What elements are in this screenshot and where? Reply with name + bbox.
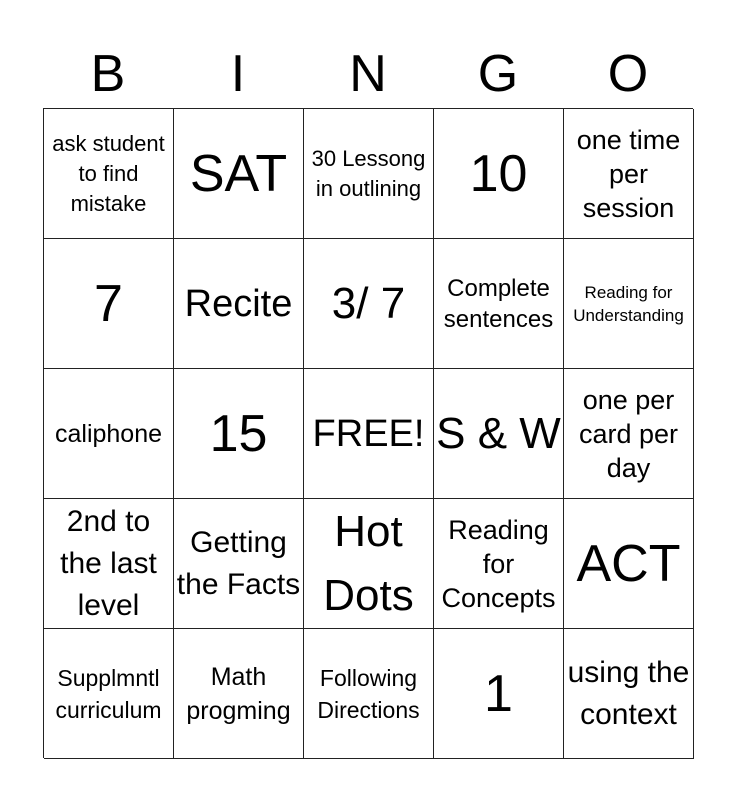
bingo-cell[interactable] (564, 499, 694, 629)
bingo-cell[interactable] (564, 369, 694, 499)
bingo-cell[interactable] (174, 369, 304, 499)
bingo-cell[interactable] (564, 239, 694, 369)
cell-text: Following Directions (317, 664, 420, 723)
bingo-header (43, 40, 693, 108)
header-letter-o: O (607, 45, 649, 103)
cell-text: one per card per day (578, 384, 679, 483)
cell-text: 1 (484, 664, 513, 723)
bingo-cell[interactable] (304, 499, 434, 629)
bingo-cell[interactable] (434, 629, 564, 759)
cell-text: 30 Lessong in outlining (311, 145, 426, 201)
bingo-grid (43, 108, 693, 758)
bingo-cell[interactable] (304, 629, 434, 759)
cell-text: ACT (576, 534, 681, 593)
cell-text: SAT (189, 144, 288, 203)
cell-text: caliphone (54, 419, 163, 448)
bingo-cell[interactable] (174, 499, 304, 629)
cell-text: S & W (436, 408, 561, 458)
bingo-cell[interactable] (44, 499, 174, 629)
cell-text: Hot Dots (323, 506, 414, 620)
cell-text: 10 (469, 144, 528, 203)
bingo-cell[interactable] (434, 369, 564, 499)
bingo-cell[interactable] (174, 629, 304, 759)
bingo-cell[interactable] (564, 629, 694, 759)
bingo-cell[interactable] (304, 239, 434, 369)
cell-text: using the context (567, 655, 690, 731)
bingo-cell[interactable] (434, 499, 564, 629)
cell-text: Supplmntl curriculum (55, 664, 162, 723)
bingo-cell[interactable] (434, 109, 564, 239)
header-letter-n: N (349, 45, 387, 103)
cell-text: ask student to find mistake (52, 130, 165, 216)
bingo-cell[interactable] (44, 369, 174, 499)
cell-text: 3/ 7 (331, 278, 406, 328)
cell-text: Math progming (186, 662, 291, 725)
bingo-cell[interactable] (174, 239, 304, 369)
header-letter-g: G (477, 45, 519, 103)
bingo-cell[interactable] (44, 629, 174, 759)
cell-text: Complete sentences (443, 274, 554, 333)
cell-text: 15 (209, 404, 268, 463)
bingo-cell[interactable] (44, 109, 174, 239)
header-letter-b: B (90, 45, 126, 103)
free-space-cell[interactable] (304, 369, 434, 499)
bingo-cell[interactable] (434, 239, 564, 369)
bingo-cell[interactable] (44, 239, 174, 369)
cell-text: one time per session (576, 124, 681, 223)
cell-text: 7 (94, 274, 123, 333)
cell-text: Reading for Concepts (441, 514, 556, 613)
cell-text: 2nd to the last level (60, 504, 157, 622)
cell-text: Getting the Facts (176, 525, 301, 601)
header-letter-i: I (230, 45, 246, 103)
bingo-cell[interactable] (174, 109, 304, 239)
cell-text: Recite (184, 282, 293, 325)
bingo-cell[interactable] (304, 109, 434, 239)
free-space-text: FREE! (312, 412, 425, 455)
cell-text: Reading for Understanding (573, 282, 684, 325)
bingo-cell[interactable] (564, 109, 694, 239)
